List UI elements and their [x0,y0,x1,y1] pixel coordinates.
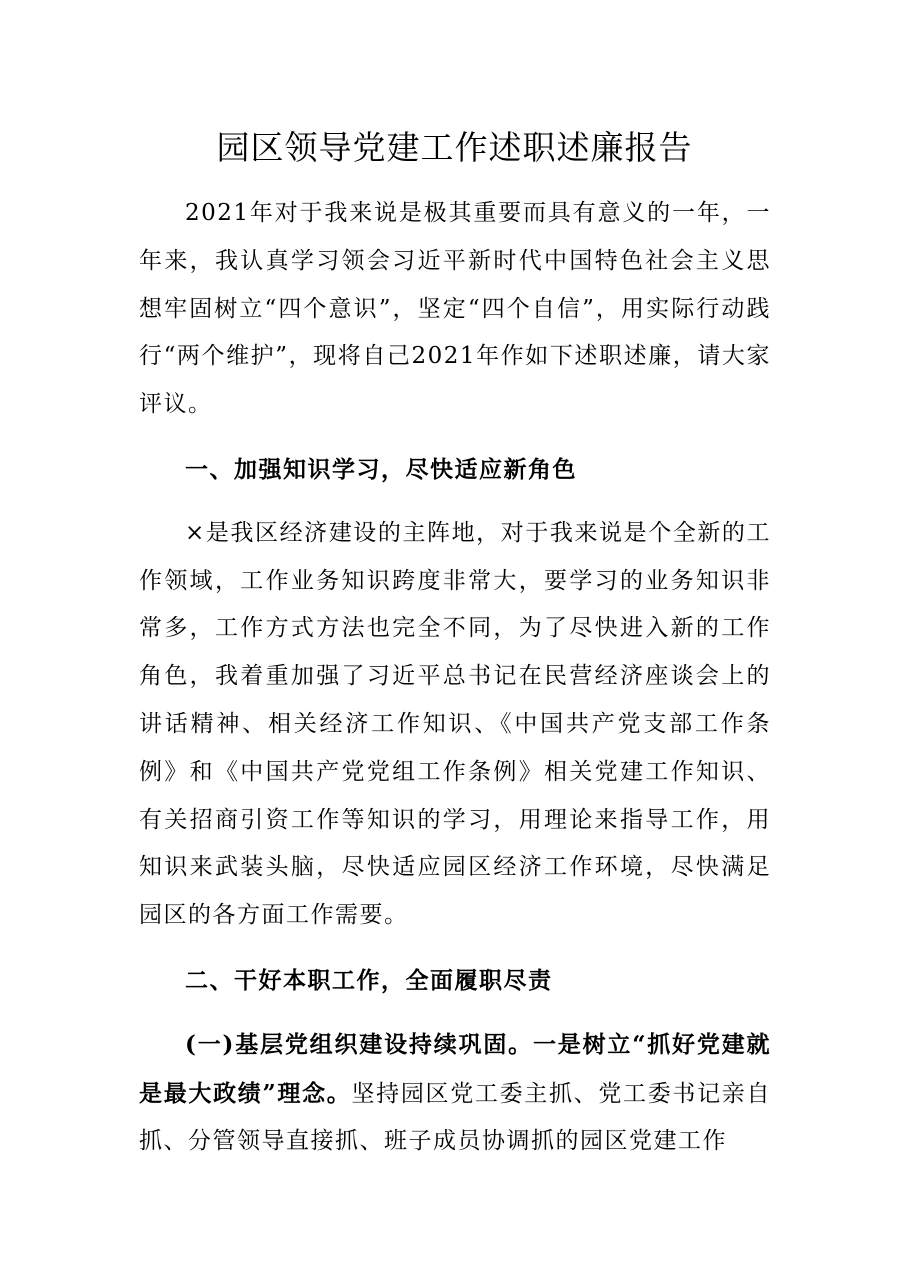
intro-paragraph: 2021年对于我来说是极其重要而具有意义的一年，一年来，我认真学习领会习近平新时代中国特色社会主义思想牢固树立“四个意识”，坚定“四个自信”，用实际行动践行“两个维护”，现将自己2021年作如下述职述廉，请大家评议。 [139,200,771,418]
spacer [139,429,771,446]
section-1-paragraph: ×是我区经济建设的主阵地，对于我来说是个全新的工作领域，工作业务知识跨度非常大，要学习的业务知识非常多，工作方式方法也完全不同，为了尽快进入新的工作角色，我着重加强了习近平总书记在民营经济座谈会上的讲话精神、相关经济工作知识、《中国共产党支部工作条例》和《中国共产党党组工作条例》相关党建工作知识、有关招商引资工作等知识的学习，用理论来指导工作，用知识来武装头脑，尽快适应园区经济工作环境，尽快满足园区的各方面工作需要。 [139,519,771,929]
spacer [139,494,771,510]
section-2-subsection-1 [139,1021,771,1166]
section-2-heading: 二、干好本职工作，全面履职尽责 [185,966,553,994]
section-1-heading: 一、加强知识学习，尽快适应新角色 [185,455,577,483]
spacer [139,940,771,957]
subsection-1-bold-lead: (一)基层党组织建设持续巩固。一是树立“抓好党建就是最大政绩”理念。 [139,1030,771,1107]
subsection-1-text: 坚持园区党工委主抓、党工委书记亲自抓、分管领导直接抓、班子成员协调抓的园区党建工作 [139,1080,772,1155]
document-title: 园区领导党建工作述职述廉报告 [216,128,693,167]
spacer [139,1005,771,1021]
document-body [139,190,771,1166]
